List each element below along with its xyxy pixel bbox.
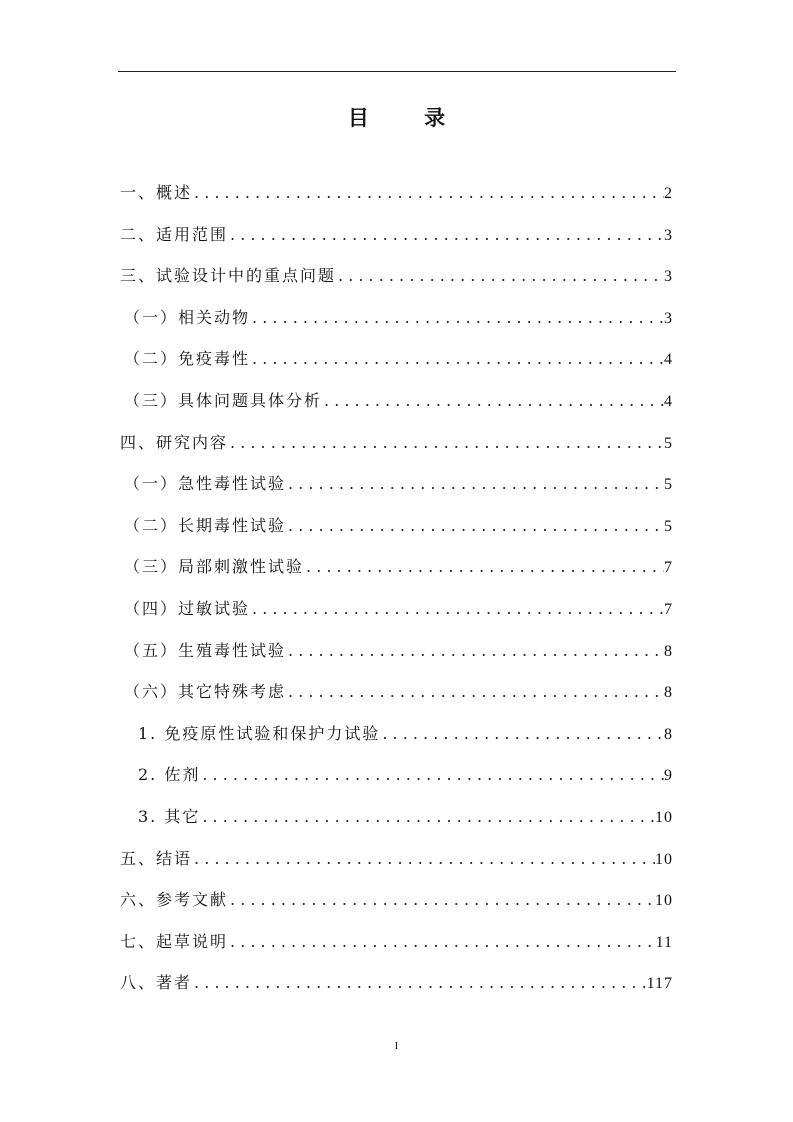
toc-entry-label: 3. 其它 xyxy=(138,806,201,826)
toc-entry[interactable] xyxy=(120,180,673,222)
toc-entry-page: 10 xyxy=(655,808,673,826)
dot-leader xyxy=(250,349,664,368)
toc-entry-label: 五、结语 xyxy=(120,848,193,868)
toc-entry[interactable] xyxy=(120,388,673,430)
table-of-contents xyxy=(120,180,673,1012)
toc-entry[interactable] xyxy=(120,222,673,264)
toc-entry-label: （一）急性毒性试验 xyxy=(124,474,287,494)
toc-entry[interactable] xyxy=(120,346,673,388)
toc-entry[interactable] xyxy=(120,929,673,971)
dot-leader xyxy=(322,391,664,410)
toc-entry[interactable] xyxy=(120,846,673,888)
dot-leader xyxy=(228,225,664,244)
toc-entry-label: 八、著者 xyxy=(120,973,193,993)
toc-entry-label: （六）其它特殊考虑 xyxy=(124,682,287,702)
toc-entry-label: （二）长期毒性试验 xyxy=(124,515,287,535)
toc-entry-page: 3 xyxy=(664,226,673,244)
dot-leader xyxy=(192,849,655,868)
toc-entry-page: 5 xyxy=(664,476,673,494)
toc-entry-label: （三）局部刺激性试验 xyxy=(124,557,305,577)
toc-entry[interactable] xyxy=(120,970,673,1012)
toc-entry[interactable] xyxy=(120,554,673,596)
dot-leader xyxy=(228,890,655,909)
page-title: 目 录 xyxy=(347,106,470,130)
dot-leader xyxy=(200,807,655,826)
toc-entry-label: （五）生殖毒性试验 xyxy=(124,640,287,660)
toc-entry-label: 四、研究内容 xyxy=(120,432,229,452)
toc-entry-label: 2. 佐剂 xyxy=(138,765,201,785)
toc-entry[interactable] xyxy=(120,305,673,347)
dot-leader xyxy=(380,724,664,743)
toc-entry-label: （一）相关动物 xyxy=(124,307,251,327)
toc-entry-page: 3 xyxy=(664,309,673,327)
toc-entry[interactable] xyxy=(120,762,673,804)
toc-entry-label: 七、起草说明 xyxy=(120,931,229,951)
toc-entry[interactable] xyxy=(120,679,673,721)
dot-leader xyxy=(250,308,664,327)
header-rule xyxy=(118,71,676,72)
toc-entry-page: 10 xyxy=(655,850,673,868)
toc-entry-page: 7 xyxy=(664,600,673,618)
dot-leader xyxy=(200,765,664,784)
toc-entry-page: 9 xyxy=(664,767,673,785)
dot-leader xyxy=(286,682,664,701)
toc-entry[interactable] xyxy=(120,638,673,680)
toc-entry-page: 2 xyxy=(664,185,673,202)
toc-entry-page: 7 xyxy=(664,559,673,577)
toc-entry[interactable] xyxy=(120,471,673,513)
toc-entry-page: 11 xyxy=(655,933,673,951)
toc-entry-label: （二）免疫毒性 xyxy=(124,349,251,369)
toc-entry-label: 三、试验设计中的重点问题 xyxy=(120,266,337,286)
toc-entry-page: 8 xyxy=(664,725,673,743)
dot-leader xyxy=(286,474,664,493)
toc-entry-page: 5 xyxy=(664,434,673,452)
toc-entry-page: 8 xyxy=(664,642,673,660)
toc-entry[interactable] xyxy=(120,263,673,305)
dot-leader xyxy=(228,932,656,951)
dot-leader xyxy=(192,973,647,992)
dot-leader xyxy=(192,183,664,202)
toc-entry[interactable] xyxy=(120,596,673,638)
dot-leader xyxy=(228,433,664,452)
dot-leader xyxy=(286,641,664,660)
dot-leader xyxy=(304,557,664,576)
toc-entry-page: 117 xyxy=(646,975,673,993)
page-number: I xyxy=(394,1040,399,1052)
dot-leader xyxy=(336,266,664,285)
toc-entry-label: 一、概述 xyxy=(120,183,193,202)
toc-entry-page: 3 xyxy=(664,268,673,286)
dot-leader xyxy=(250,599,664,618)
toc-entry[interactable] xyxy=(120,721,673,763)
dot-leader xyxy=(286,516,664,535)
toc-entry[interactable] xyxy=(120,804,673,846)
toc-entry-page: 5 xyxy=(664,517,673,535)
toc-entry-label: 1. 免疫原性试验和保护力试验 xyxy=(138,723,381,743)
toc-entry[interactable] xyxy=(120,513,673,555)
toc-entry-page: 4 xyxy=(664,392,673,410)
toc-entry[interactable] xyxy=(120,430,673,472)
toc-entry-label: 六、参考文献 xyxy=(120,890,229,910)
toc-entry-label: （四）过敏试验 xyxy=(124,598,251,618)
toc-entry[interactable] xyxy=(120,887,673,929)
toc-entry-label: （三）具体问题具体分析 xyxy=(124,390,323,410)
toc-entry-page: 8 xyxy=(664,684,673,702)
toc-entry-page: 10 xyxy=(655,892,673,910)
toc-entry-label: 二、适用范围 xyxy=(120,224,229,244)
toc-entry-page: 4 xyxy=(664,351,673,369)
